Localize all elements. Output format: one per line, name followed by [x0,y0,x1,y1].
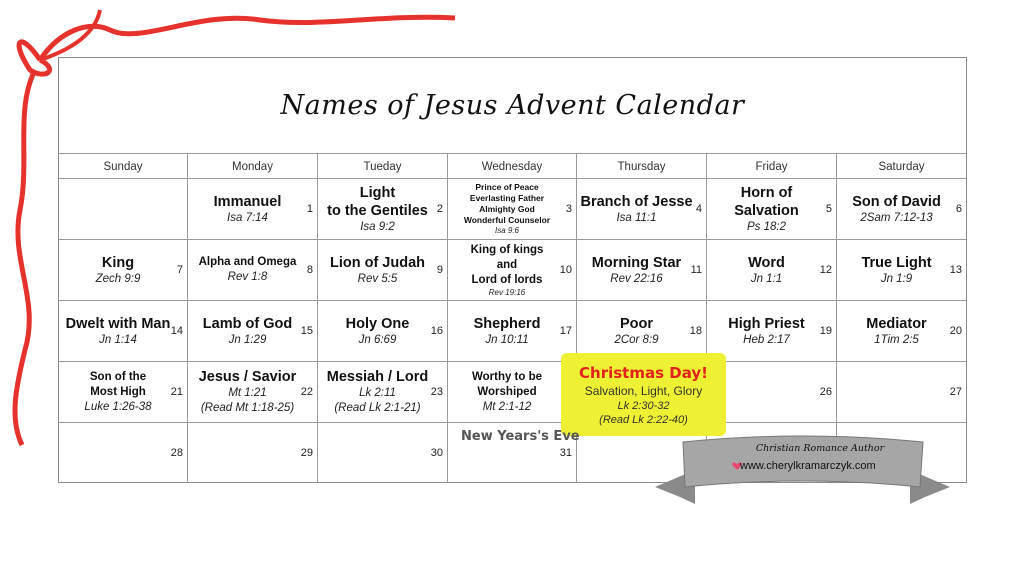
name-of-jesus: Dwelt with Man [65,315,171,332]
day-cell [577,300,707,361]
name-of-jesus: Word [748,254,785,271]
name-of-jesus: Light [359,184,396,201]
scripture-reference: (Read Lk 2:1-21) [334,402,421,414]
scripture-reference: Isa 9:6 [494,226,519,235]
day-cell [318,178,448,239]
calendar [58,57,967,483]
name-of-jesus: True Light [861,254,932,271]
day-number: 14 [170,325,183,337]
name-of-jesus: Shepherd [473,315,541,332]
day-number: 12 [819,264,832,276]
day-cell [448,239,577,300]
day-number: 16 [430,325,443,337]
day-cell [707,300,837,361]
day-number: 19 [819,325,832,337]
name-of-jesus: Horn of Salvation [734,184,799,219]
scripture-reference: (Read Mt 1:18-25) [200,402,295,414]
name-of-jesus: Holy One [345,315,410,332]
christmas-heading: Christmas Day! [579,363,708,382]
name-of-jesus: Most High [90,385,146,398]
day-number: 11 [690,264,702,276]
name-of-jesus: High Priest [728,315,805,332]
day-number: 20 [949,325,962,337]
scripture-reference: Jn 1:29 [228,333,267,346]
name-of-jesus: Lion of Judah [329,254,426,271]
day-number: 3 [565,203,572,215]
day-cell [837,178,966,239]
day-number: 13 [949,264,962,276]
weekday-label: Saturday [878,160,925,173]
day-cell [188,239,318,300]
weekday-header [59,153,966,179]
scripture-reference: 1Tim 2:5 [874,333,919,346]
day-cell [577,239,707,300]
scripture-reference: 2Cor 8:9 [614,333,659,346]
day-number: 5 [825,203,832,215]
name-of-jesus: Messiah / Lord [326,369,429,385]
day-number: 6 [955,203,962,215]
scripture-reference: Jn 1:9 [880,272,913,285]
day-number: 15 [300,325,313,337]
scripture-reference: Lk 2:11 [359,387,396,399]
name-of-jesus: to the Gentiles [327,202,428,219]
weekday-label: Sunday [59,154,188,179]
name-of-jesus: Worshiped [477,385,537,398]
scripture-reference: Jn 1:1 [750,272,783,285]
day-number: 1 [306,203,313,215]
name-of-jesus: King of kings [470,243,544,256]
day-cell [837,239,966,300]
day-cell [188,361,318,422]
day-number: 21 [170,386,183,398]
day-cell [448,361,577,422]
day-number: 17 [559,325,572,337]
scripture-reference: Heb 2:17 [743,333,790,346]
banner-tagline: Christian Romance Author [755,443,885,454]
weekday-label: Tueday [318,154,448,179]
day-cell [188,300,318,361]
day-number: 7 [176,264,183,276]
day-number: 31 [559,447,572,459]
name-of-jesus: Worthy to be [471,370,543,383]
name-of-jesus: King [101,254,135,271]
day-cell [318,239,448,300]
day-cell [837,300,966,361]
day-cell [188,178,318,239]
weekday-label: Monday [188,154,318,179]
day-number: 23 [430,386,443,398]
day-cell [188,422,318,483]
day-cell [577,178,707,239]
scripture-reference: Mt 1:21 [228,387,267,399]
weekday-label: Wednesday [448,154,577,179]
day-cell [318,422,448,483]
day-cell [59,422,188,483]
name-of-jesus: Son of David [852,193,941,210]
scripture-reference: Mt 2:1-12 [482,400,532,413]
scripture-reference: Isa 11:1 [616,211,657,224]
new-years-eve-label: New Years's Eve [461,429,580,444]
day-number: 22 [300,386,313,398]
christmas-reading: (Read Lk 2:22-40) [599,413,688,426]
day-cell [707,239,837,300]
name-of-jesus: Prince of Peace [475,182,539,192]
day-cell [318,300,448,361]
scripture-reference: Zech 9:9 [95,272,141,285]
day-cell [448,178,577,239]
name-of-jesus: Lord of lords [471,273,543,286]
calendar-title: Names of Jesus Advent Calendar [280,90,745,121]
scripture-reference: 2Sam 7:12-13 [860,211,933,224]
name-of-jesus: Mediator [866,315,927,332]
name-of-jesus: Almighty God [479,204,535,214]
day-cell [59,300,188,361]
day-number: 26 [819,386,832,398]
day-number: 28 [170,447,183,459]
day-cell [59,361,188,422]
scripture-reference: Jn 1:14 [99,333,137,346]
christmas-names: Salvation, Light, Glory [584,383,703,398]
scripture-reference: Ps 18:2 [747,220,786,233]
scripture-reference: Rev 19:16 [488,287,526,297]
christmas-day-callout [561,353,726,436]
scripture-reference: Isa 9:2 [360,220,395,233]
day-number: 18 [689,325,702,337]
scripture-reference: Jn 10:11 [485,333,529,346]
scripture-reference: Rev 1:8 [227,271,268,283]
scripture-reference: Luke 1:26-38 [84,400,152,413]
scripture-reference: Rev 22:16 [610,272,663,285]
scripture-reference: Jn 6:69 [358,333,397,346]
scripture-reference: Isa 7:14 [227,211,268,224]
day-number: 9 [436,264,443,276]
scripture-reference: Rev 5:5 [357,272,398,285]
day-cell [707,178,837,239]
day-number: 2 [436,203,443,215]
name-of-jesus: Branch of Jesse [580,193,693,210]
weekday-label: Thursday [577,154,707,179]
day-number: 29 [300,447,313,459]
christmas-reference: Lk 2:30-32 [617,399,670,412]
day-cell [59,239,188,300]
day-cell [448,300,577,361]
banner-url[interactable]: www.cherylkramarczyk.com [740,460,876,472]
day-number: 4 [695,203,702,215]
day-number: 27 [949,386,962,398]
day-cell [707,361,837,422]
name-of-jesus: and [496,258,518,271]
name-of-jesus: Son of the [89,370,147,383]
weekday-label: Friday [707,154,837,179]
name-of-jesus: Immanuel [213,193,282,210]
name-of-jesus: Lamb of God [202,315,293,332]
day-cell [59,178,188,239]
day-number: 30 [430,447,443,459]
name-of-jesus: Wonderful Counselor [463,215,551,225]
day-cell [318,361,448,422]
day-number: 8 [306,264,313,276]
day-number: 10 [559,264,572,276]
name-of-jesus: Everlasting Father [469,193,545,203]
name-of-jesus: Jesus / Savior [198,369,297,385]
name-of-jesus: Poor [619,315,654,332]
name-of-jesus: Morning Star [591,254,682,271]
day-cell [837,361,966,422]
name-of-jesus: Alpha and Omega [198,256,297,268]
